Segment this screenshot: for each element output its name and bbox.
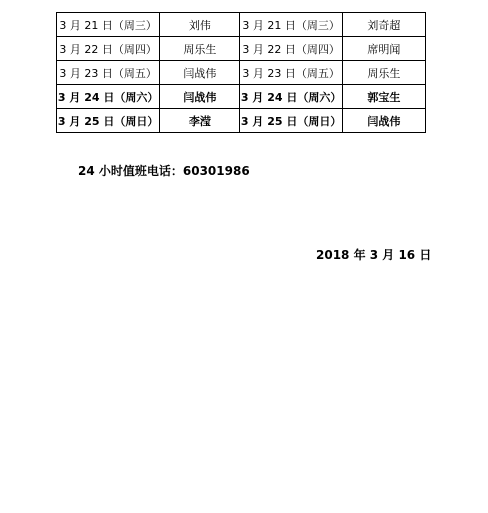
date-cell: 3 月 24 日（周六） bbox=[240, 85, 342, 109]
hotline-text: 24 小时值班电话：60301986 bbox=[78, 164, 250, 178]
name-cell: 闫战伟 bbox=[342, 109, 425, 133]
name-cell: 周乐生 bbox=[342, 61, 425, 85]
table-row bbox=[57, 61, 426, 85]
date-cell: 3 月 22 日（周四） bbox=[57, 37, 160, 61]
table-row bbox=[57, 109, 426, 133]
date-cell: 3 月 21 日（周三） bbox=[57, 13, 160, 37]
document-date: 2018 年 3 月 16 日 bbox=[316, 248, 432, 262]
date-cell: 3 月 23 日（周五） bbox=[240, 61, 342, 85]
name-cell: 刘伟 bbox=[160, 13, 240, 37]
name-cell: 闫战伟 bbox=[160, 85, 240, 109]
date-cell: 3 月 21 日（周三） bbox=[240, 13, 342, 37]
name-cell: 周乐生 bbox=[160, 37, 240, 61]
name-cell: 席明闻 bbox=[342, 37, 425, 61]
name-cell: 闫战伟 bbox=[160, 61, 240, 85]
table-row bbox=[57, 37, 426, 61]
date-cell: 3 月 25 日（周日） bbox=[57, 109, 160, 133]
name-cell: 郭宝生 bbox=[342, 85, 425, 109]
table-row bbox=[57, 13, 426, 37]
name-cell: 李滢 bbox=[160, 109, 240, 133]
table-row bbox=[57, 85, 426, 109]
date-cell: 3 月 24 日（周六） bbox=[57, 85, 160, 109]
date-cell: 3 月 22 日（周四） bbox=[240, 37, 342, 61]
duty-schedule-table bbox=[56, 12, 426, 133]
name-cell: 刘奇超 bbox=[342, 13, 425, 37]
date-cell: 3 月 25 日（周日） bbox=[240, 109, 342, 133]
date-cell: 3 月 23 日（周五） bbox=[57, 61, 160, 85]
